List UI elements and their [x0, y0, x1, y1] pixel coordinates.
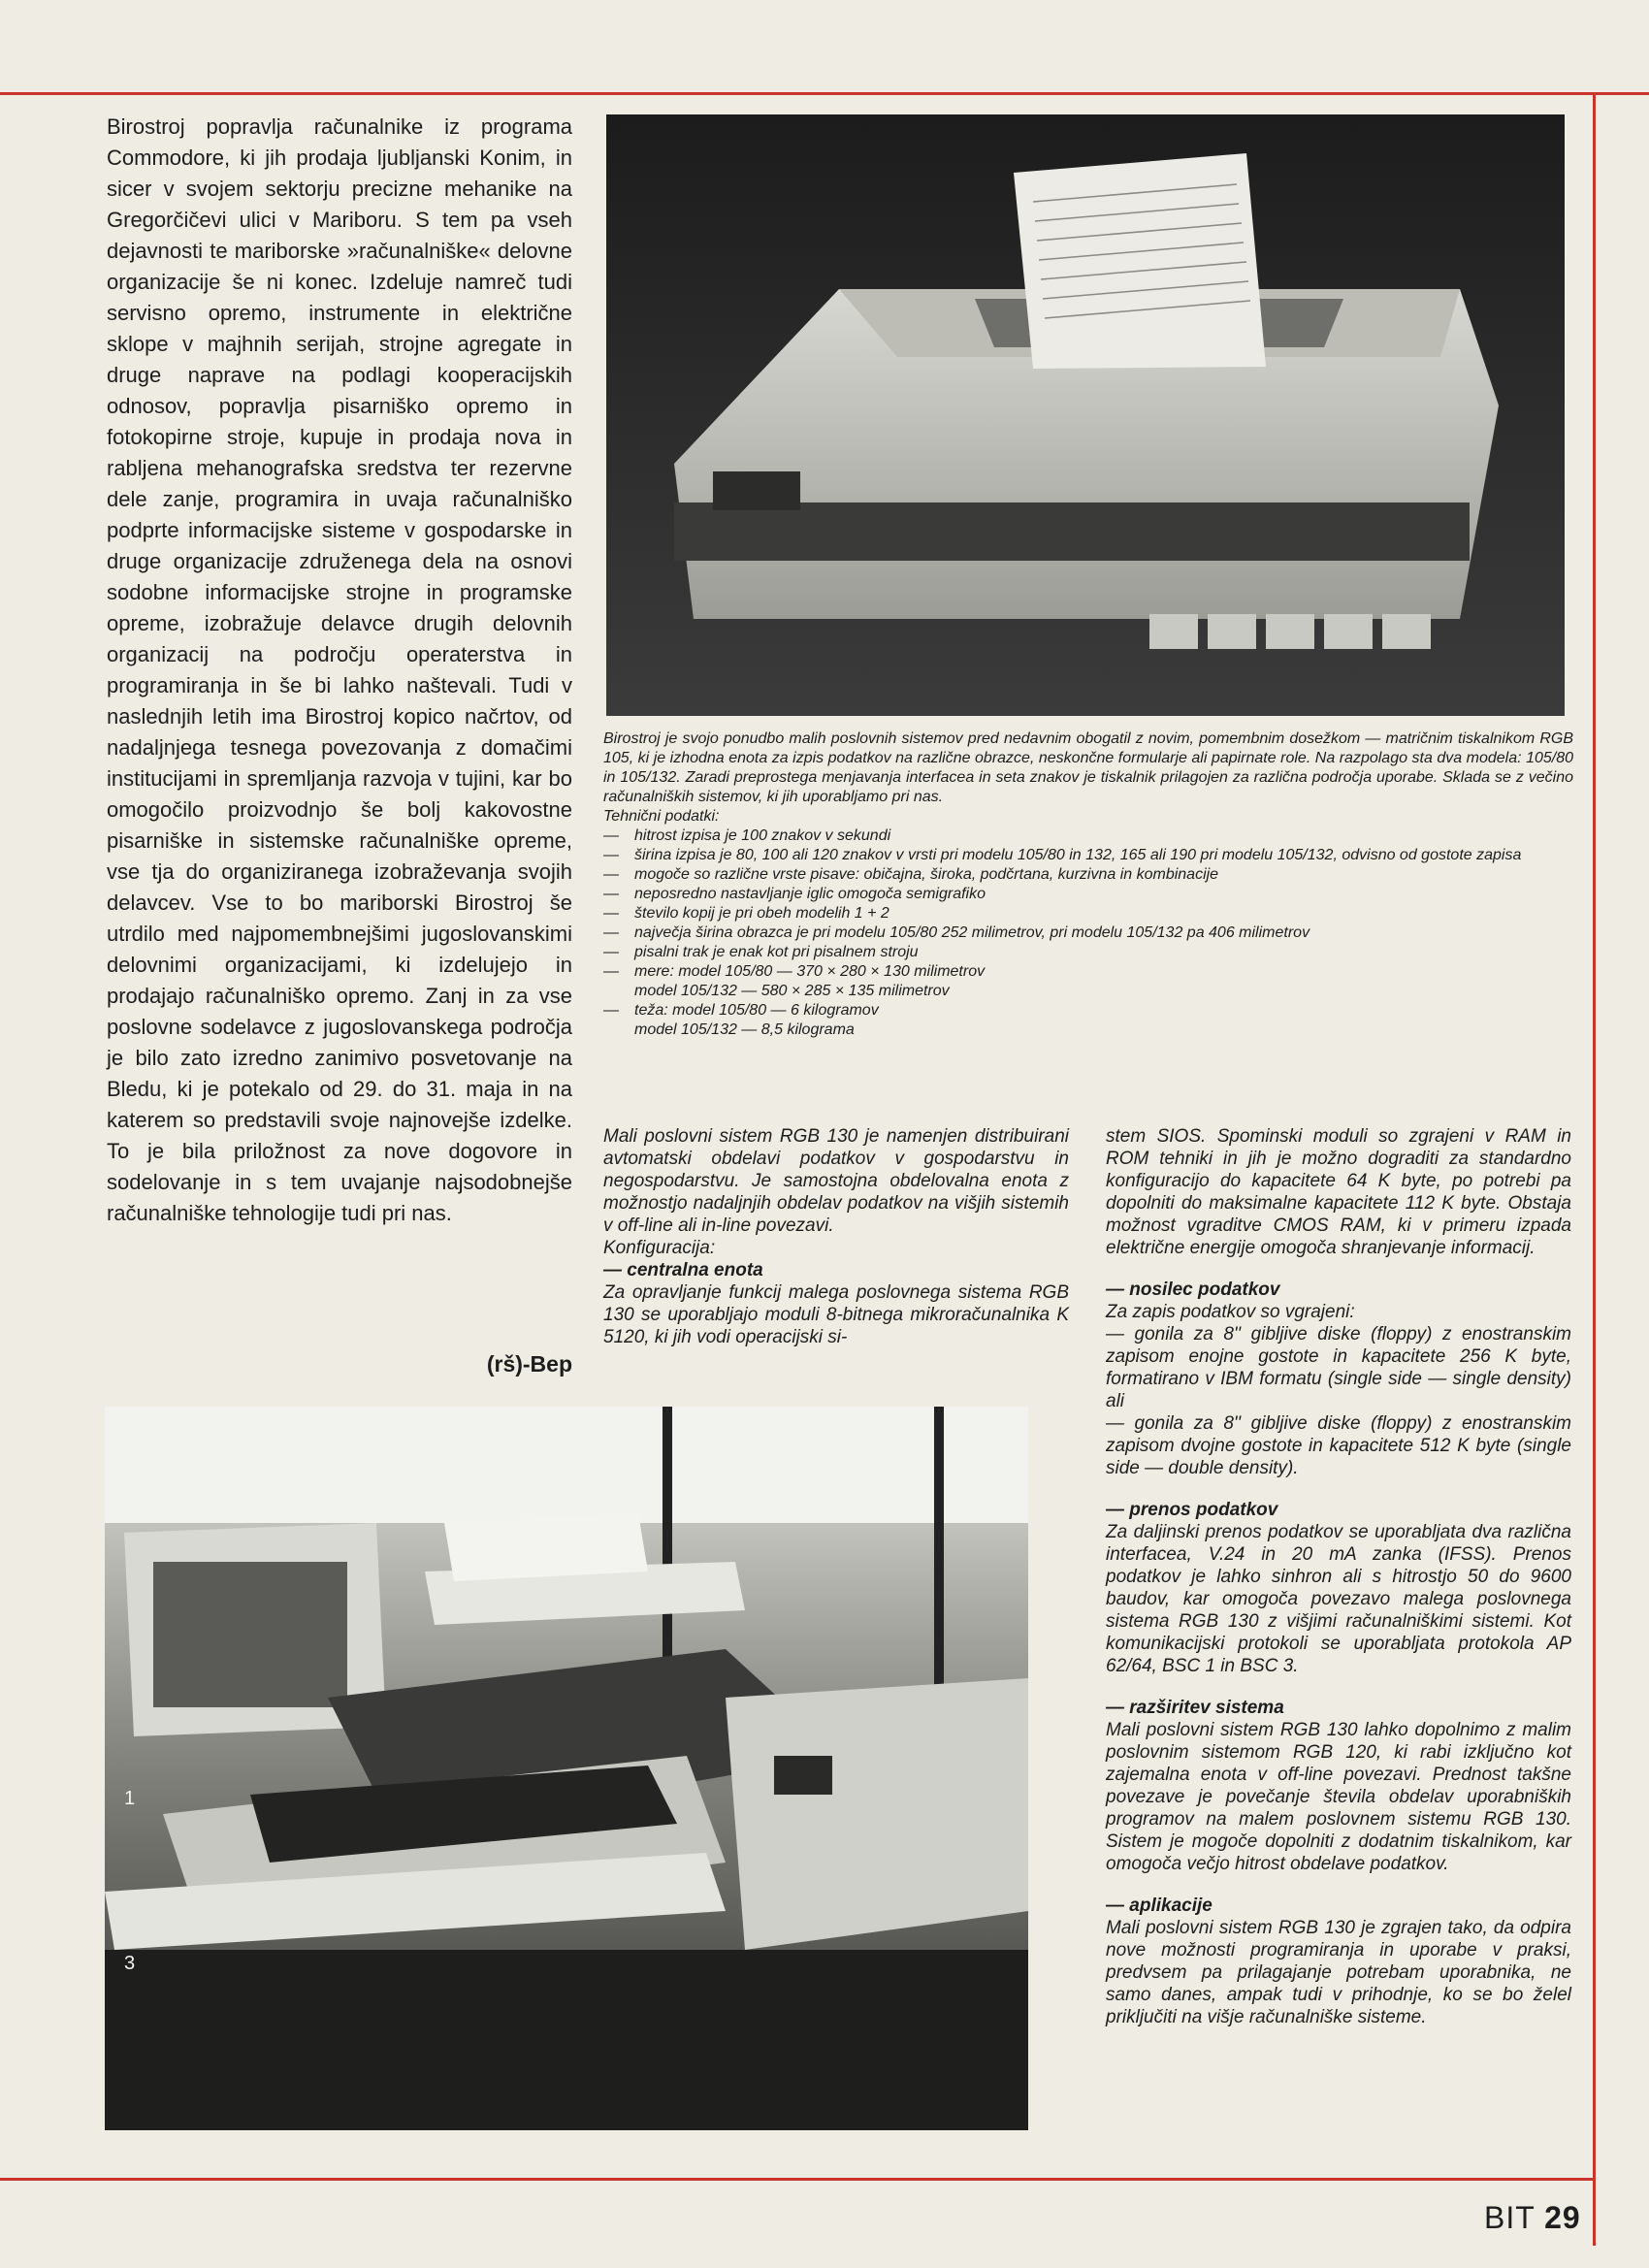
specs-title: Tehnični podatki:: [603, 808, 720, 825]
expand-section: [1106, 1697, 1571, 1875]
spec-item: model 105/132 — 8,5 kilograma: [634, 1021, 855, 1038]
magazine-name: BIT: [1484, 2200, 1536, 2235]
transfer-section: [1106, 1499, 1571, 1677]
spec-item: — mere: model 105/80 — 370 × 280 × 130 milimetrov: [603, 962, 1573, 982]
specs-list: [603, 826, 1573, 1040]
expand-text: Mali poslovni sistem RGB 130 lahko dopolnimo z malim poslovnim sistemom RGB 120, ki rabi izključno kot zajemalna enota v off-line povezavi. Prednost takšne povezave je povečanje števila obdelav uporabniških programov na malem poslovnem sistemu RGB 130. Sistem je mogoče dopolniti z dodatnim tiskalnikom, kar omogoča večjo hitrost obdelave podatkov.: [1106, 1720, 1571, 1874]
printer-caption: [603, 729, 1573, 1040]
expand-heading: — razširitev sistema: [1106, 1698, 1284, 1718]
red-frame-bottom: [0, 2178, 1596, 2181]
page-footer: [1484, 2200, 1581, 2236]
rgb130-column-right: [1106, 1125, 1571, 2028]
system-illustration: [105, 1407, 1028, 2130]
apps-section: [1106, 1895, 1571, 2028]
page-number: 29: [1544, 2200, 1581, 2235]
storage-option: — gonila za 8'' gibljive diske (floppy) z enostranskim zapisom enojne gostote in kapacitete 256 K byte, formatirano v IBM formatu (single side — single density) ali: [1106, 1324, 1571, 1411]
spec-item: — neposredno nastavljanje iglic omogoča semigrafiko: [603, 885, 1573, 904]
storage-intro: Za zapis podatkov so vgrajeni:: [1106, 1302, 1355, 1322]
transfer-text: Za daljinski prenos podatkov se uporabljata dva različna interfacea, V.24 in 20 mA zanka (IFSS). Prenos podatkov je lahko sinhron ali s hitrostjo 50 do 9600 baudov, kar omogoča povezavo malega poslovnega sistema RGB 130 z višjimi računalniškimi sistemi. Kot komunikacijski protokoli se uporabljata protokola AP 62/64, BSC 1 in BSC 3.: [1106, 1522, 1571, 1676]
printer-illustration: [606, 114, 1565, 716]
spec-item: — mogoče so različne vrste pisave: običajna, široka, podčrtana, kurzivna in kombinacije: [603, 865, 1573, 885]
storage-heading: — nosilec podatkov: [1106, 1280, 1280, 1300]
red-frame-top: [0, 92, 1649, 95]
rgb130-column-left: [603, 1125, 1069, 1348]
storage-option: — gonila za 8'' gibljive diske (floppy) z enostranskim zapisom dvojne gostote in kapacitete 512 K byte (single side — double density).: [1106, 1413, 1571, 1478]
apps-text: Mali poslovni sistem RGB 130 je zgrajen tako, da odpira nove možnosti programiranja in uporabe v praksi, predvsem pa prilagajanje potrebam uporabnika, ne samo danes, ampak tudi v prihodnje, ko se bo želel priključiti na višje računalniške sisteme.: [1106, 1918, 1571, 2027]
spec-item: — hitrost izpisa je 100 znakov v sekundi: [603, 826, 1573, 846]
photo-label-1: 1: [124, 1788, 136, 1809]
cpu-text: Za opravljanje funkcij malega poslovnega sistema RGB 130 se uporabljajo moduli 8-bitnega mikroračunalnika K 5120, ki jih vodi operacijski si-: [603, 1282, 1069, 1347]
red-frame-right: [1593, 92, 1596, 2246]
caption-text: Birostroj je svojo ponudbo malih poslovnih sistemov pred nedavnim obogatil z novim, pomembnim dosežkom — matričnim tiskalnikom RGB 105, ki je izhodna enota za izpis podatkov na različne obrazce, neskončne formularje ali papirnate role. Na razpolago sta dva modela: 105/80 in 105/132. Zaradi preprostega menjavanja interfacea in seta znakov je tiskalnik prilagojen za različna področja uporabe. Sklada se z večino računalniških sistemov, ki jih uporabljamo pri nas.: [603, 730, 1573, 805]
photo-label-3: 3: [124, 1953, 136, 1974]
spec-item: — širina izpisa je 80, 100 ali 120 znakov v vrsti pri modelu 105/80 in 132, 165 ali 190 pri modelu 105/132, odvisno od gostote zapisa: [603, 846, 1573, 865]
config-title: Konfiguracija:: [603, 1238, 716, 1258]
article-left-column: [107, 112, 572, 1229]
apps-heading: — aplikacije: [1106, 1895, 1212, 1916]
transfer-heading: — prenos podatkov: [1106, 1500, 1278, 1520]
spec-item: model 105/132 — 580 × 285 × 135 milimetrov: [634, 983, 950, 999]
spec-item: — pisalni trak je enak kot pri pisalnem stroju: [603, 943, 1573, 962]
article-signature: (rš)-Bep: [486, 1351, 572, 1377]
printer-photo: [606, 114, 1565, 716]
spec-item: — največja širina obrazca je pri modelu 105/80 252 milimetrov, pri modelu 105/132 pa 406 milimetrov: [603, 923, 1573, 943]
storage-section: [1106, 1279, 1571, 1479]
spec-item: — teža: model 105/80 — 6 kilogramov: [603, 1001, 1573, 1021]
rgb130-intro: Mali poslovni sistem RGB 130 je namenjen distribuirani avtomatski obdelavi podatkov v gospodarstvu in negospodarstvu. Je samostojna obdelovalna enota z možnostjo nadaljnjih obdelav podatkov na višjih sistemih v off-line ali in-line povezavi.: [603, 1126, 1069, 1236]
spec-item: — število kopij je pri obeh modelih 1 + 2: [603, 904, 1573, 923]
system-photo: [105, 1407, 1028, 2130]
article-intro-text: Birostroj popravlja računalnike iz programa Commodore, ki jih prodaja ljubljanski Konim, in sicer v svojem sektorju precizne mehanike na Gregorčičevi ulici v Mariboru. S tem pa vseh dejavnosti te mariborske »računalniške« delovne organizacije še ni konec. Izdeluje namreč tudi servisno opremo, instrumente in električne sklope v majhnih serijah, strojne agregate in druge naprave na podlagi kooperacijskih odnosov, popravlja pisarniško opremo in fotokopirne stroje, kupuje in prodaja nova in rabljena mehanografska sredstva ter rezervne dele zanje, programira in uvaja računalniško podprte informacijske sisteme v gospodarske in druge organizacije združenega dela na osnovi sodobne informacijske strojne in programske opreme, izobražuje delavce drugih delovnih organizacij na področju operaterstva in programiranja in še bi lahko naštevali. Tudi v naslednjih letih ima Birostroj kopico načrtov, od nadaljnjega tesnega povezovanja z domačimi institucijami in spremljanja razvoja v tujini, kar bo omogočilo proizvodnjo še bolj kakovostne pisarniške in sistemske računalniške opreme, vse tja do organiziranega izobraževanja svojih delavcev. Vse to bo mariborski Birostroj še utrdilo med najpomembnejšimi jugoslovanskimi delovnimi organizacijami, ki izdelujejo in prodajajo računalniško opremo. Zanj in za vse poslovne sodelavce z jugoslovanskega področja je bilo zato izredno zanimivo posvetovanje na Bledu, ki je potekalo od 29. do 31. maja in na katerem so predstavili svoje najnovejše izdelke. To je bila priložnost za nove dogovore in sodelovanje in s tem uvajanje najsodobnejše računalniške tehnologije tudi pri nas.: [107, 114, 572, 1225]
cpu-heading: — centralna enota: [603, 1260, 763, 1280]
cpu-text-continued: stem SIOS. Spominski moduli so zgrajeni v RAM in ROM tehniki in jih je možno dograditi za standardno konfiguracijo do kapacitete 64 K byte, po potrebi pa dopolniti do maksimalne kapacitete 112 K byte. Obstaja možnost vgraditve CMOS RAM, ki v primeru izpada električne energije omogoča shranjevanje informacij.: [1106, 1126, 1571, 1258]
